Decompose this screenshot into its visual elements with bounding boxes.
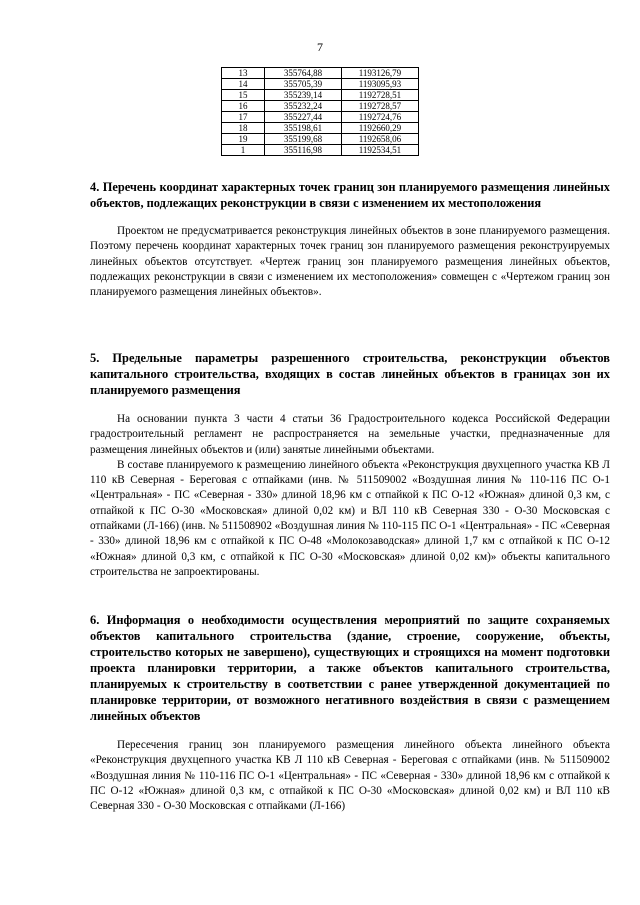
table-row [222,79,419,90]
coordinates-table [221,67,419,156]
point-number-cell: 13 [222,68,265,79]
y-coordinate-cell: 1193095,93 [341,79,418,90]
section-6 [90,612,610,814]
x-coordinate-cell: 355199,68 [265,134,342,145]
section-6-heading: 6. Информация о необходимости осуществления мероприятий по защите сохраняемых объектов капитального строительства (здание, строение, сооружение, объекты, строительство которых не завершено), существующих и строящихся на момент подготовки проекта планировки территории, а также объектов капитального строительства, планируемых к строительству в соответствии с ранее утвержденной документацией по планировке территории, от возможного негативного воздействия в связи с размещением линейных объектов [90,613,610,723]
x-coordinate-cell: 355239,14 [265,90,342,101]
x-coordinate-cell: 355227,44 [265,112,342,123]
table-row [222,123,419,134]
x-coordinate-cell: 355705,39 [265,79,342,90]
x-coordinate-cell: 355116,98 [265,145,342,156]
point-number-cell: 19 [222,134,265,145]
section-5 [90,350,610,580]
y-coordinate-cell: 1192658,06 [341,134,418,145]
section-5-paragraph-1: На основании пункта 3 части 4 статьи 36 Градостроительного кодекса Российской Федерации градостроительный регламент не распространяется на земельные участки, предназначенные для размещения линейных объектов и (или) занятые линейными объектами. [90,413,610,456]
table-row [222,145,419,156]
section-4-paragraph: Проектом не предусматривается реконструкция линейных объектов в зоне планируемого размещения. Поэтому перечень координат характерных точек границ зон планируемого размещения реконструируемых линейных объектов отсутствует. «Чертеж границ зон планируемого размещения линейных объектов, подлежащих реконструкции в связи с изменением их местоположения» совмещен с «Чертежом границ зон планируемого размещения линейных объектов». [90,225,610,299]
table-row [222,101,419,112]
y-coordinate-cell: 1192728,51 [341,90,418,101]
y-coordinate-cell: 1192534,51 [341,145,418,156]
point-number-cell: 14 [222,79,265,90]
point-number-cell: 18 [222,123,265,134]
point-number-cell: 1 [222,145,265,156]
section-4 [90,179,610,300]
x-coordinate-cell: 355232,24 [265,101,342,112]
y-coordinate-cell: 1192728,57 [341,101,418,112]
table-row [222,68,419,79]
page-number: 7 [317,40,323,54]
x-coordinate-cell: 355764,88 [265,68,342,79]
point-number-cell: 16 [222,101,265,112]
table-row [222,90,419,101]
y-coordinate-cell: 1192660,29 [341,123,418,134]
y-coordinate-cell: 1192724,76 [341,112,418,123]
section-6-paragraph: Пересечения границ зон планируемого размещения линейного объекта линейного объекта «Реконструкция двухцепного участка КВ Л 110 кВ Северная - Береговая с отпайками (инв. № 511509002 «Воздушная линия № 110-116 ПС О-1 «Центральная» - ПС «Северная - 330» длиной 18,96 км с отпайкой к ПС О-12 «Южная» длиной 0,3 км, с отпайкой к ПС О-30 «Московская» длиной 0,02 км) и ВЛ 110 кВ Северная 330 - О-30 Московская с отпайками (Л-166) [90,739,610,813]
x-coordinate-cell: 355198,61 [265,123,342,134]
point-number-cell: 15 [222,90,265,101]
section-5-paragraph-2: В составе планируемого к размещению линейного объекта «Реконструкция двухцепного участка КВ Л 110 кВ Северная - Береговая с отпайками (инв. № 511509002 «Воздушная линия № 110-116 ПС О-1 «Центральная» - ПС «Северная - 330» длиной 18,96 км с отпайкой к ПС О-12 «Южная» длиной 0,3 км, с отпайкой к ПС О-30 «Московская» длиной 0,02 км) и ВЛ 110 кВ Северная 330 - О-30 Московская с отпайками (Л-166) (инв. № 511508902 «Воздушная линия № 110-115 ПС О-1 «Центральная» - ПС «Северная - 330» длиной 18,96 км с отпайкой к ПС О-48 «Молокозаводская» длиной 1,7 км с отпайкой к ПС О-12 «Южная» длиной 0,3 км, с отпайкой к ПС О-30 «Московская» длиной 0,02 км)» объекты капитального строительства не запроектированы. [90,458,610,578]
table-row [222,134,419,145]
point-number-cell: 17 [222,112,265,123]
section-5-heading: 5. Предельные параметры разрешенного строительства, реконструкции объектов капитального строительства, входящих в состав линейных объектов в границах зон их планируемого размещения [90,351,610,397]
section-4-heading: 4. Перечень координат характерных точек границ зон планируемого размещения линейных объектов, подлежащих реконструкции в связи с изменением их местоположения [90,180,610,210]
y-coordinate-cell: 1193126,79 [341,68,418,79]
table-row [222,112,419,123]
